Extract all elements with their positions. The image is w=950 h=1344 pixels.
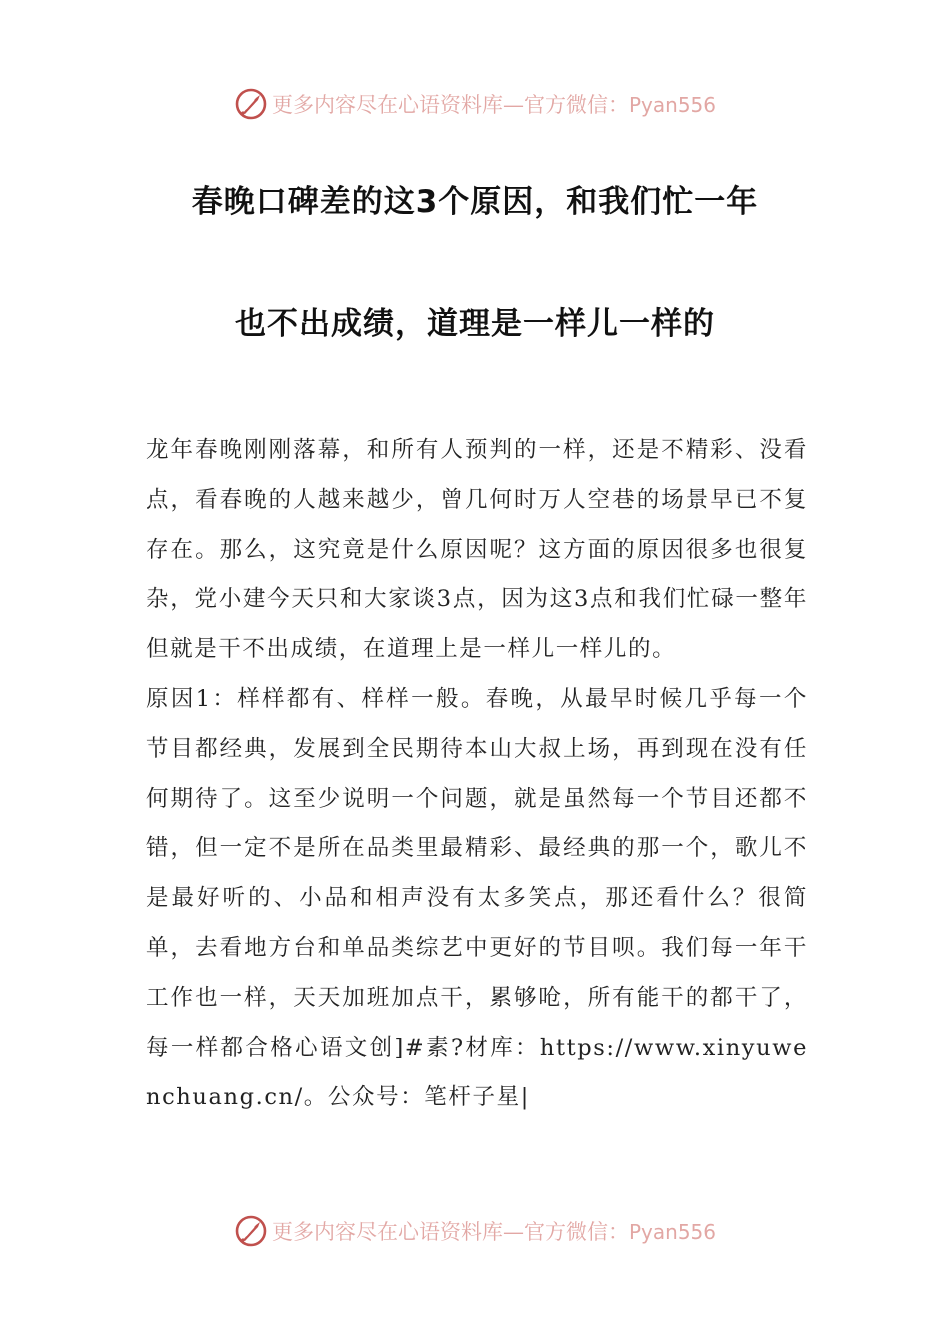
header-banner-text: 更多内容尽在心语资料库—官方微信：Pyan556 <box>271 93 716 117</box>
document-title-line-2: 也不出成绩，道理是一样儿一样的 <box>235 306 715 342</box>
footer-watermark-banner <box>0 1211 950 1251</box>
paragraph-intro: 龙年春晚刚刚落幕，和所有人预判的一样，还是不精彩、没看点，看春晚的人越来越少，曾几何时万人空巷的场景早已不复存在。那么，这究竟是什么原因呢？这方面的原因很多也很复杂，党小建今天只和大家谈3点，因为这3点和我们忙碌一整年但就是干不出成绩，在道理上是一样儿一样儿的。 <box>146 437 808 663</box>
footer-banner-text: 更多内容尽在心语资料库—官方微信：Pyan556 <box>271 1220 716 1244</box>
footer-wechat-id: Pyan556 <box>628 1220 716 1244</box>
article-body <box>146 426 808 1123</box>
quill-pen-logo-icon <box>234 1214 268 1248</box>
header-wechat-id: Pyan556 <box>628 93 716 117</box>
header-watermark-banner <box>0 84 950 124</box>
paragraph-reason-1: 原因1：样样都有、样样一般。春晚，从最早时候几乎每一个节目都经典，发展到全民期待本山大叔上场，再到现在没有任何期待了。这至少说明一个问题，就是虽然每一个节目还都不错，但一定不是所在品类里最精彩、最经典的那一个，歌儿不是最好听的、小品和相声没有太多笑点，那还看什么？很简单，去看地方台和单品类综艺中更好的节目呗。我们每一年干工作也一样，天天加班加点干，累够呛，所有能干的都干了，每一样都合格心语文创]#素?材库：https://www.xinyuwenchuang.cn/。公众号：笔杆子星| <box>146 685 808 1111</box>
document-title-line-1: 春晚口碑差的这3个原因，和我们忙一年 <box>191 184 759 220</box>
quill-pen-logo-icon <box>234 87 268 121</box>
